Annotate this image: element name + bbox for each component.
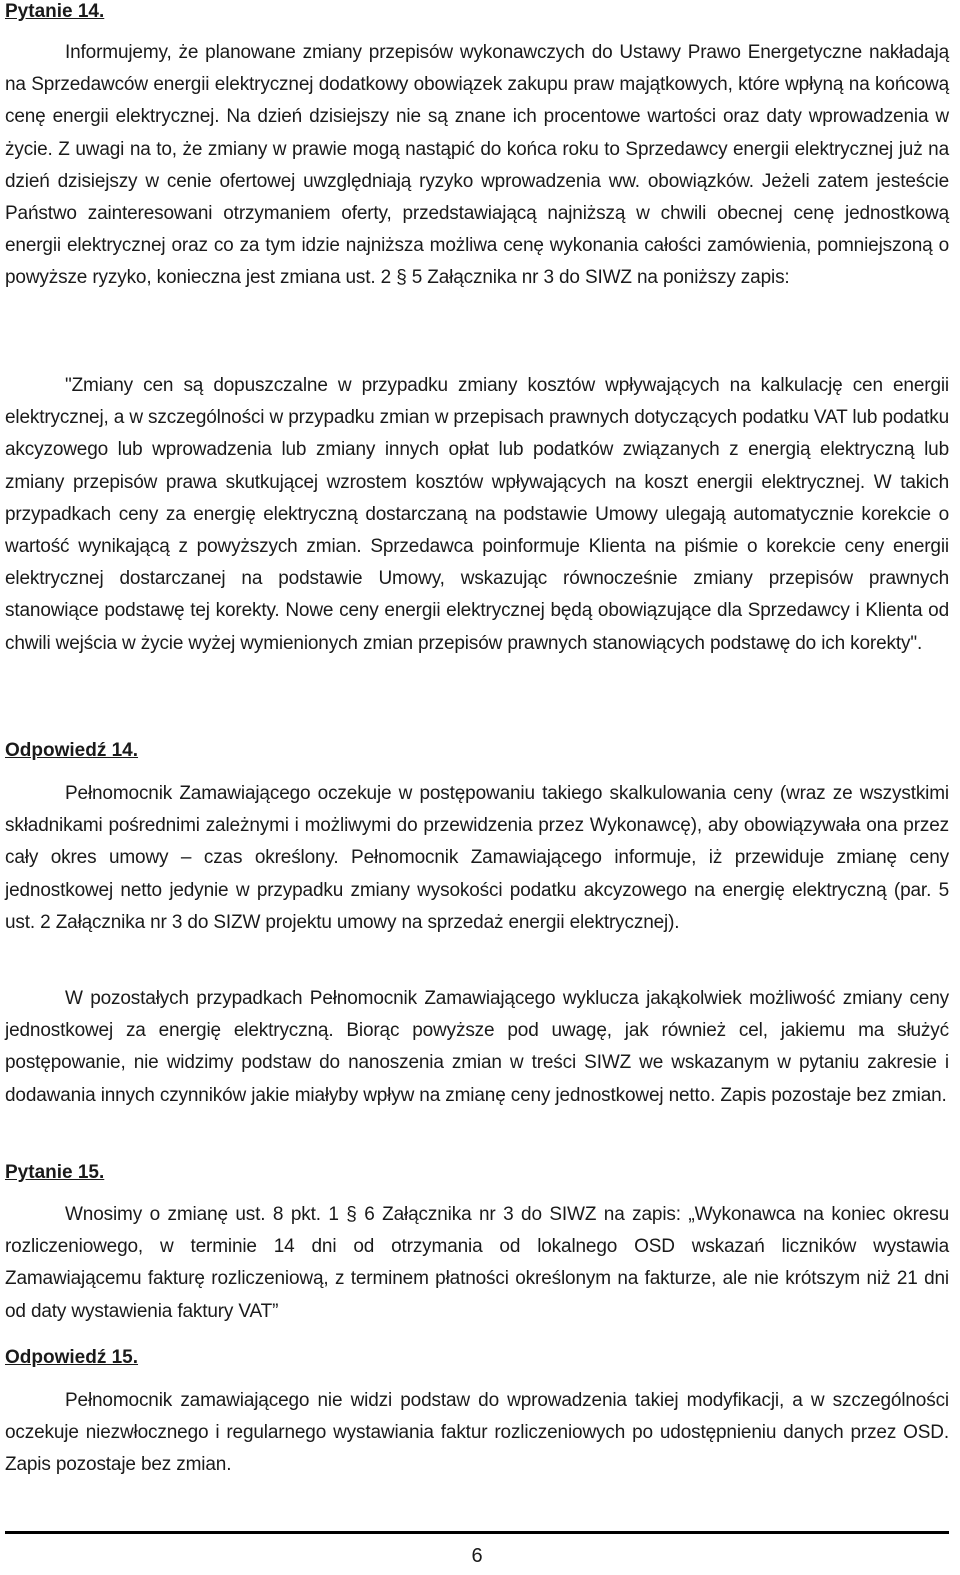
question-14-paragraph-2: "Zmiany cen są dopuszczalne w przypadku zmiany kosztów wpływających na kalkulację cen energii elektrycznej, a w szczególności w przypadku zmian w przepisach prawnych dotyczących podatku VAT lub podatku akcyzowego lub wprowadzenia lub zmiany innych opłat lub podatków związanych z energią elektryczną lub zmiany przepisów prawa skutkującej wzrostem kosztów wpływających na koszt energii elektrycznej. W takich przypadkach ceny za energię elektryczną dostarczaną na podstawie Umowy ulegają automatycznie korekcie o wartość wynikającą z powyższych zmian. Sprzedawca poinformuje Klienta na piśmie o korekcie ceny energii elektrycznej dostarczanej na podstawie Umowy, wskazując równocześnie zmiany przepisów prawnych stanowiące podstawę tej korekty. Nowe ceny energii elektrycznej będą obowiązujące dla Sprzedawcy i Klienta od chwili wejścia w życie wyżej wymienionych zmian przepisów prawnych stanowiących podstawę do ich korekty".: [5, 375, 949, 654]
footer-divider: [5, 1531, 949, 1534]
question-15-heading: Pytanie 15.: [5, 1162, 105, 1183]
answer-15-heading: Odpowiedź 15.: [5, 1347, 139, 1368]
page-number: 6: [471, 1545, 483, 1567]
answer-14-paragraph-2: W pozostałych przypadkach Pełnomocnik Zamawiającego wyklucza jakąkolwiek możliwość zmiany ceny jednostkowej za energię elektryczną. Biorąc powyższe pod uwagę, jak również cel, jakiemu ma służyć postępowanie, nie widzimy podstaw do nanoszenia zmian w treści SIWZ we wskazanym w pytaniu zakresie i dodawania innych czynników jakie miałyby wpływ na zmianę ceny jednostkowej netto. Zapis pozostaje bez zmian.: [5, 988, 949, 1106]
answer-14-paragraph-1: Pełnomocnik Zamawiającego oczekuje w postępowaniu takiego skalkulowania ceny (wraz ze wszystkimi składnikami pośrednimi zależnymi i możliwymi do przewidzenia przez Wykonawcę), aby obowiązywała ona przez cały okres umowy – czas określony. Pełnomocnik Zamawiającego informuje, iż przewiduje zmianę ceny jednostkowej netto jedynie w przypadku zmiany wysokości podatku akcyzowego na energię elektryczną (par. 5 ust. 2 Załącznika nr 3 do SIZW projektu umowy na sprzedaż energii elektrycznej).: [5, 783, 949, 933]
question-15-paragraph-1: Wnosimy o zmianę ust. 8 pkt. 1 § 6 Załącznika nr 3 do SIWZ na zapis: „Wykonawca na koniec okresu rozliczeniowego, w terminie 14 dni od otrzymania od lokalnego OSD wskazań liczników wystawia Zamawiającemu fakturę rozliczeniową, z terminem płatności określonym na fakturze, ale nie krótszym niż 21 dni od daty wystawienia faktury VAT”: [5, 1204, 949, 1322]
question-14-heading: Pytanie 14.: [5, 1, 105, 22]
answer-15-paragraph-1: Pełnomocnik zamawiającego nie widzi podstaw do wprowadzenia takiej modyfikacji, a w szczególności oczekuje niezwłocznego i regularnego wystawiania faktur rozliczeniowych po udostępnieniu danych przez OSD. Zapis pozostaje bez zmian.: [5, 1390, 949, 1476]
answer-14-heading: Odpowiedź 14.: [5, 740, 139, 761]
question-14-paragraph-1: Informujemy, że planowane zmiany przepisów wykonawczych do Ustawy Prawo Energetyczne nakładają na Sprzedawców energii elektrycznej dodatkowy obowiązek zakupu praw majątkowych, które wpłyną na końcową cenę energii elektrycznej. Na dzień dzisiejszy nie są znane ich procentowe wartości oraz daty wprowadzenia w życie. Z uwagi na to, że zmiany w prawie mogą nastąpić do końca roku to Sprzedawcy energii elektrycznej już na dzień dzisiejszy w cenie ofertowej uwzględniają ryzyko wprowadzenia ww. obowiązków. Jeżeli zatem jesteście Państwo zainteresowani otrzymaniem oferty, przedstawiającą najniższą w chwili obecnej cenę jednostkową energii elektrycznej oraz co za tym idzie najniższa możliwa cenę wykonania całości zamówienia, pomniejszoną o powyższe ryzyko, konieczna jest zmiana ust. 2 § 5 Załącznika nr 3 do SIWZ na poniższy zapis:: [5, 42, 949, 289]
